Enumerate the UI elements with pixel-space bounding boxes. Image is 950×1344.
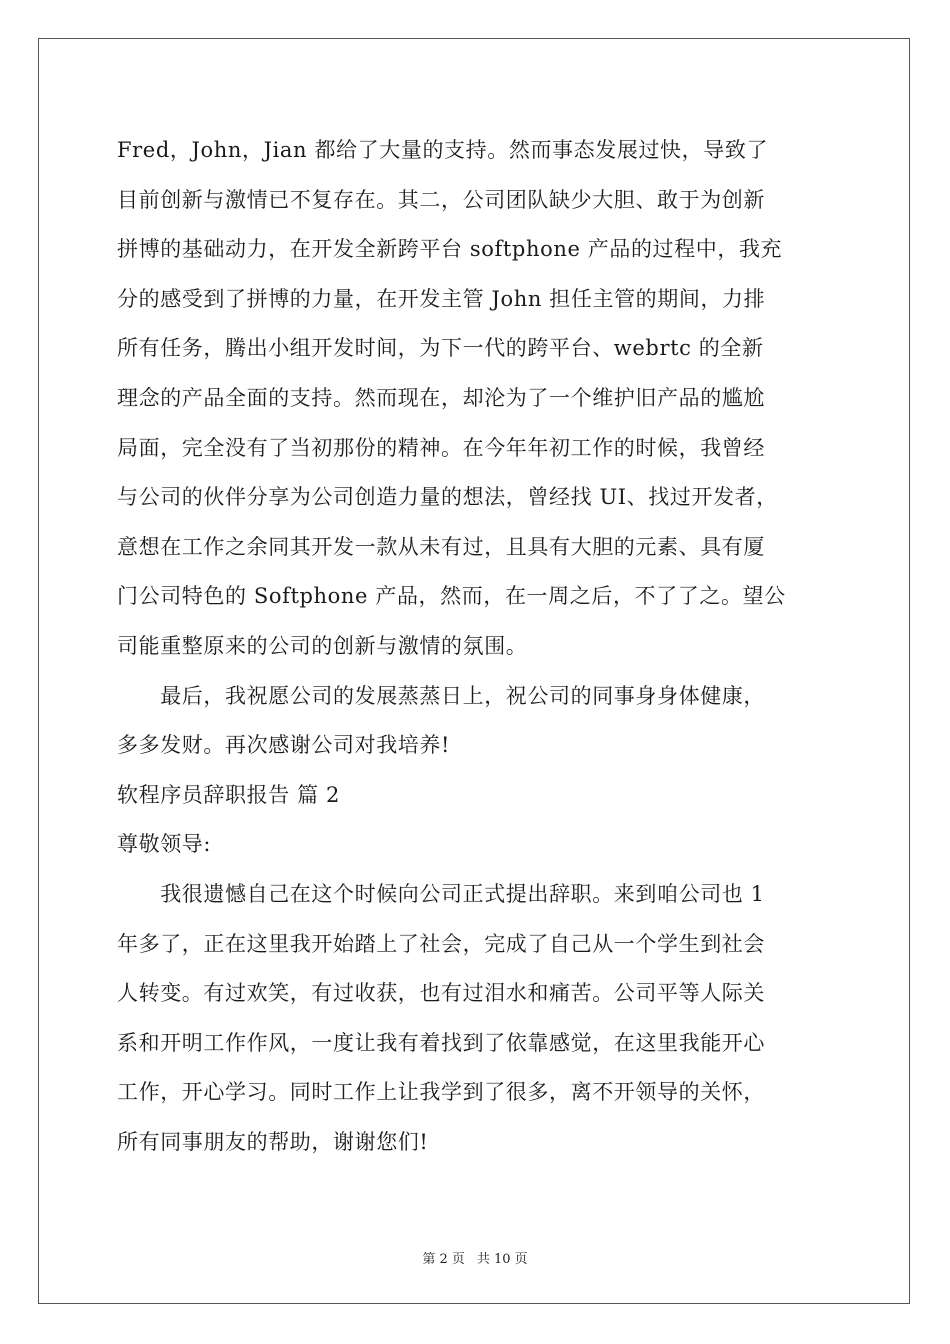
page-footer: [0, 1248, 950, 1267]
text-line-5: 所有任务，腾出小组开发时间，为下一代的跨平台、webrtc 的全新: [117, 336, 764, 361]
salutation: 尊敬领导:: [117, 832, 212, 857]
text-line-12: 最后，我祝愿公司的发展蒸蒸日上，祝公司的同事身身体健康，: [117, 683, 765, 708]
page-total: 共 10 页: [476, 1252, 528, 1267]
text-line-18: 人转变。有过欢笑，有过收获，也有过泪水和痛苦。公司平等人际关: [117, 981, 765, 1006]
document-body: [117, 126, 837, 1167]
text-line-10: 门公司特色的 Softphone 产品，然而，在一周之后，不了了之。望公: [117, 584, 786, 609]
text-line-7: 局面，完全没有了当初那份的精神。在今年年初工作的时候，我曾经: [117, 435, 765, 460]
text-line-3: 拼博的基础动力，在开发全新跨平台 softphone 产品的过程中，我充: [117, 237, 783, 262]
text-line-4: 分的感受到了拼博的力量，在开发主管 John 担任主管的期间，力排: [117, 286, 766, 311]
text-line-16: 我很遗憾自己在这个时候向公司正式提出辞职。来到咱公司也 1: [117, 881, 765, 906]
text-line-21: 所有同事朋友的帮助，谢谢您们!: [117, 1129, 429, 1154]
text-line-6: 理念的产品全面的支持。然而现在，却沦为了一个维护旧产品的尴尬: [117, 385, 765, 410]
text-line-17: 年多了，正在这里我开始踏上了社会，完成了自己从一个学生到社会: [117, 931, 765, 956]
text-line-9: 意想在工作之余同其开发一款从未有过，且具有大胆的元素、具有厦: [117, 534, 765, 559]
text-line-2: 目前创新与激情已不复存在。其二，公司团队缺少大胆、敢于为创新: [117, 187, 765, 212]
page-number: 第 2 页: [422, 1252, 465, 1267]
text-line-19: 系和开明工作作风，一度让我有着找到了依靠感觉，在这里我能开心: [117, 1030, 765, 1055]
section-heading: 软程序员辞职报告 篇 2: [117, 782, 340, 807]
text-line-8: 与公司的伙伴分享为公司创造力量的想法，曾经找 UI、找过开发者，: [117, 485, 778, 510]
text-line-13: 多多发财。再次感谢公司对我培养!: [117, 733, 451, 758]
text-line-11: 司能重整原来的公司的创新与激情的氛围。: [117, 633, 528, 658]
text-line-1: Fred，John，Jian 都给了大量的支持。然而事态发展过快，导致了: [117, 138, 769, 162]
text-line-20: 工作，开心学习。同时工作上让我学到了很多，离不开领导的关怀，: [117, 1080, 765, 1105]
